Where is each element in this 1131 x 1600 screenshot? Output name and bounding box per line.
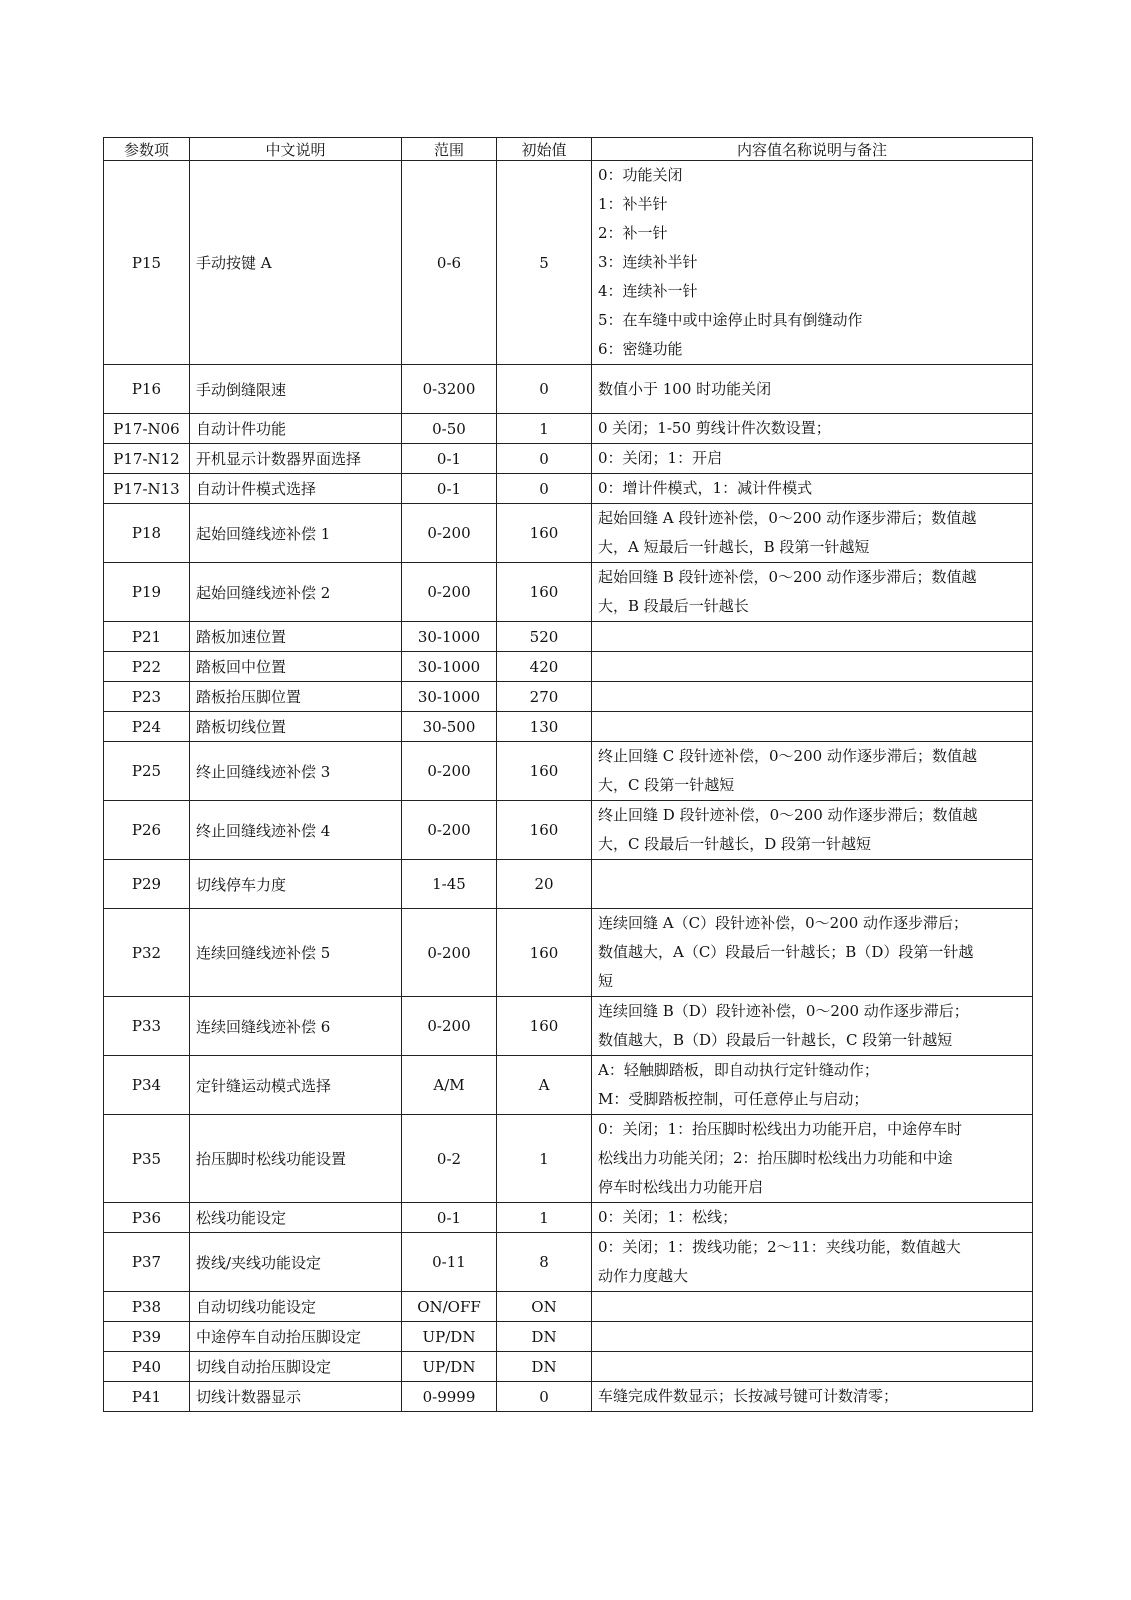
table-row xyxy=(104,1322,1033,1352)
param-name-cell: 起始回缝线迹补偿 2 xyxy=(190,563,402,622)
description-line: 松线出力功能关闭；2：抬压脚时松线出力功能和中途 xyxy=(598,1149,953,1167)
param-description-cell xyxy=(592,909,1033,997)
param-default-cell: A xyxy=(497,1056,592,1115)
parameter-table xyxy=(103,137,1033,1412)
table-row xyxy=(104,801,1033,860)
param-name-cell: 踏板抬压脚位置 xyxy=(190,682,402,712)
table-row xyxy=(104,1233,1033,1292)
param-description-cell xyxy=(592,712,1033,742)
param-name-cell: 开机显示计数器界面选择 xyxy=(190,444,402,474)
param-range-cell: 30-500 xyxy=(402,712,497,742)
description-line: 大，A 短最后一针越长，B 段第一针越短 xyxy=(598,538,870,556)
table-row xyxy=(104,622,1033,652)
table-header-row xyxy=(104,138,1033,161)
description-line: 数值越大，B（D）段最后一针越长，C 段第一针越短 xyxy=(598,1031,953,1049)
param-code-cell: P17-N12 xyxy=(104,444,190,474)
table-row xyxy=(104,1292,1033,1322)
description-line: 大，C 段最后一针越长，D 段第一针越短 xyxy=(598,835,872,853)
description-line: 连续回缝 A（C）段针迹补偿，0～200 动作逐步滞后； xyxy=(598,914,969,932)
param-default-cell: 1 xyxy=(497,414,592,444)
table-row xyxy=(104,742,1033,801)
param-description-cell xyxy=(592,1115,1033,1203)
description-line: 终止回缝 C 段针迹补偿，0～200 动作逐步滞后；数值越 xyxy=(598,747,977,765)
param-code-cell: P22 xyxy=(104,652,190,682)
param-name-cell: 抬压脚时松线功能设置 xyxy=(190,1115,402,1203)
param-description-cell xyxy=(592,801,1033,860)
param-default-cell: 160 xyxy=(497,563,592,622)
header-code: 参数项 xyxy=(104,138,190,161)
table-row xyxy=(104,997,1033,1056)
param-default-cell: 0 xyxy=(497,1382,592,1412)
param-code-cell: P16 xyxy=(104,365,190,414)
description-line: 0：关闭；1：抬压脚时松线出力功能开启，中途停车时 xyxy=(598,1120,963,1138)
param-default-cell: DN xyxy=(497,1352,592,1382)
param-name-cell: 终止回缝线迹补偿 4 xyxy=(190,801,402,860)
param-range-cell: UP/DN xyxy=(402,1352,497,1382)
param-range-cell: 0-200 xyxy=(402,742,497,801)
param-code-cell: P40 xyxy=(104,1352,190,1382)
param-default-cell: 20 xyxy=(497,860,592,909)
description-line: 0：关闭；1：拨线功能；2～11：夹线功能，数值越大 xyxy=(598,1238,961,1256)
table-row xyxy=(104,909,1033,997)
param-range-cell: 0-1 xyxy=(402,474,497,504)
param-range-cell: 0-3200 xyxy=(402,365,497,414)
param-code-cell: P41 xyxy=(104,1382,190,1412)
param-description-cell xyxy=(592,860,1033,909)
param-name-cell: 定针缝运动模式选择 xyxy=(190,1056,402,1115)
param-default-cell: 5 xyxy=(497,161,592,365)
table-row xyxy=(104,682,1033,712)
param-range-cell: A/M xyxy=(402,1056,497,1115)
description-line: 0：功能关闭 xyxy=(598,166,683,184)
description-line: A：轻触脚踏板，即自动执行定针缝动作； xyxy=(598,1061,879,1079)
param-name-cell: 手动倒缝限速 xyxy=(190,365,402,414)
param-description-cell xyxy=(592,1292,1033,1322)
table-row xyxy=(104,444,1033,474)
description-line: 6：密缝功能 xyxy=(598,340,683,358)
param-code-cell: P23 xyxy=(104,682,190,712)
param-name-cell: 起始回缝线迹补偿 1 xyxy=(190,504,402,563)
table-row xyxy=(104,860,1033,909)
param-range-cell: 30-1000 xyxy=(402,652,497,682)
param-code-cell: P19 xyxy=(104,563,190,622)
param-range-cell: 0-1 xyxy=(402,1203,497,1233)
param-code-cell: P24 xyxy=(104,712,190,742)
param-description-cell xyxy=(592,652,1033,682)
param-range-cell: 0-200 xyxy=(402,563,497,622)
description-line: 0：关闭；1：松线； xyxy=(598,1208,738,1226)
param-description-cell xyxy=(592,414,1033,444)
param-range-cell: 1-45 xyxy=(402,860,497,909)
param-code-cell: P21 xyxy=(104,622,190,652)
param-default-cell: 420 xyxy=(497,652,592,682)
param-code-cell: P29 xyxy=(104,860,190,909)
header-default: 初始值 xyxy=(497,138,592,161)
table-row xyxy=(104,1382,1033,1412)
param-range-cell: 0-1 xyxy=(402,444,497,474)
param-range-cell: 0-200 xyxy=(402,997,497,1056)
param-range-cell: 0-6 xyxy=(402,161,497,365)
param-default-cell: 160 xyxy=(497,801,592,860)
param-name-cell: 连续回缝线迹补偿 6 xyxy=(190,997,402,1056)
table-row xyxy=(104,474,1033,504)
header-name: 中文说明 xyxy=(190,138,402,161)
param-code-cell: P35 xyxy=(104,1115,190,1203)
param-name-cell: 踏板回中位置 xyxy=(190,652,402,682)
param-description-cell xyxy=(592,1233,1033,1292)
param-description-cell xyxy=(592,444,1033,474)
table-row xyxy=(104,1056,1033,1115)
param-code-cell: P39 xyxy=(104,1322,190,1352)
param-name-cell: 连续回缝线迹补偿 5 xyxy=(190,909,402,997)
description-line: 0：增计件模式，1：减计件模式 xyxy=(598,479,813,497)
param-name-cell: 自动切线功能设定 xyxy=(190,1292,402,1322)
description-line: 0 关闭；1-50 剪线计件次数设置； xyxy=(598,419,831,437)
param-default-cell: 270 xyxy=(497,682,592,712)
table-row xyxy=(104,1115,1033,1203)
param-default-cell: 1 xyxy=(497,1115,592,1203)
param-code-cell: P38 xyxy=(104,1292,190,1322)
description-line: M：受脚踏板控制，可任意停止与启动； xyxy=(598,1090,869,1108)
description-line: 起始回缝 B 段针迹补偿，0～200 动作逐步滞后；数值越 xyxy=(598,568,977,586)
param-name-cell: 自动计件模式选择 xyxy=(190,474,402,504)
table-row xyxy=(104,414,1033,444)
param-description-cell xyxy=(592,682,1033,712)
description-line: 连续回缝 B（D）段针迹补偿，0～200 动作逐步滞后； xyxy=(598,1002,969,1020)
param-description-cell xyxy=(592,1203,1033,1233)
description-line: 5：在车缝中或中途停止时具有倒缝动作 xyxy=(598,311,863,329)
header-range: 范围 xyxy=(402,138,497,161)
param-default-cell: 0 xyxy=(497,365,592,414)
param-range-cell: 30-1000 xyxy=(402,622,497,652)
param-range-cell: ON/OFF xyxy=(402,1292,497,1322)
description-line: 数值越大，A（C）段最后一针越长；B（D）段第一针越 xyxy=(598,943,974,961)
param-default-cell: 0 xyxy=(497,474,592,504)
param-description-cell xyxy=(592,504,1033,563)
param-name-cell: 切线计数器显示 xyxy=(190,1382,402,1412)
header-description: 内容值名称说明与备注 xyxy=(592,138,1033,161)
param-name-cell: 切线停车力度 xyxy=(190,860,402,909)
description-line: 1：补半针 xyxy=(598,195,668,213)
param-description-cell xyxy=(592,622,1033,652)
param-code-cell: P17-N06 xyxy=(104,414,190,444)
param-code-cell: P18 xyxy=(104,504,190,563)
param-description-cell xyxy=(592,1382,1033,1412)
param-description-cell xyxy=(592,1056,1033,1115)
param-range-cell: UP/DN xyxy=(402,1322,497,1352)
param-default-cell: 160 xyxy=(497,909,592,997)
param-code-cell: P34 xyxy=(104,1056,190,1115)
table-row xyxy=(104,652,1033,682)
param-description-cell xyxy=(592,1322,1033,1352)
table-body xyxy=(104,161,1033,1412)
description-line: 3：连续补半针 xyxy=(598,253,698,271)
table-row xyxy=(104,712,1033,742)
description-line: 车缝完成件数显示；长按减号键可计数清零； xyxy=(598,1387,899,1405)
param-default-cell: 130 xyxy=(497,712,592,742)
param-name-cell: 切线自动抬压脚设定 xyxy=(190,1352,402,1382)
param-name-cell: 终止回缝线迹补偿 3 xyxy=(190,742,402,801)
param-default-cell: 520 xyxy=(497,622,592,652)
param-description-cell xyxy=(592,365,1033,414)
param-default-cell: 1 xyxy=(497,1203,592,1233)
description-line: 起始回缝 A 段针迹补偿，0～200 动作逐步滞后；数值越 xyxy=(598,509,977,527)
param-description-cell xyxy=(592,742,1033,801)
table-row xyxy=(104,563,1033,622)
param-name-cell: 踏板切线位置 xyxy=(190,712,402,742)
param-default-cell: 160 xyxy=(497,742,592,801)
param-description-cell xyxy=(592,474,1033,504)
param-description-cell xyxy=(592,1352,1033,1382)
param-code-cell: P25 xyxy=(104,742,190,801)
description-line: 4：连续补一针 xyxy=(598,282,698,300)
param-range-cell: 0-200 xyxy=(402,801,497,860)
param-code-cell: P26 xyxy=(104,801,190,860)
param-name-cell: 踏板加速位置 xyxy=(190,622,402,652)
param-range-cell: 0-50 xyxy=(402,414,497,444)
description-line: 终止回缝 D 段针迹补偿，0～200 动作逐步滞后；数值越 xyxy=(598,806,978,824)
param-code-cell: P37 xyxy=(104,1233,190,1292)
param-default-cell: 160 xyxy=(497,504,592,563)
param-description-cell xyxy=(592,563,1033,622)
param-range-cell: 30-1000 xyxy=(402,682,497,712)
description-line: 大，C 段第一针越短 xyxy=(598,776,735,794)
param-default-cell: ON xyxy=(497,1292,592,1322)
param-name-cell: 拨线/夹线功能设定 xyxy=(190,1233,402,1292)
description-line: 停车时松线出力功能开启 xyxy=(598,1178,764,1196)
param-range-cell: 0-200 xyxy=(402,909,497,997)
table-row xyxy=(104,365,1033,414)
param-default-cell: DN xyxy=(497,1322,592,1352)
param-default-cell: 8 xyxy=(497,1233,592,1292)
param-code-cell: P33 xyxy=(104,997,190,1056)
param-code-cell: P15 xyxy=(104,161,190,365)
table-row xyxy=(104,1352,1033,1382)
param-default-cell: 0 xyxy=(497,444,592,474)
param-description-cell xyxy=(592,161,1033,365)
description-line: 2：补一针 xyxy=(598,224,668,242)
param-name-cell: 手动按键 A xyxy=(190,161,402,365)
param-name-cell: 中途停车自动抬压脚设定 xyxy=(190,1322,402,1352)
param-range-cell: 0-2 xyxy=(402,1115,497,1203)
description-line: 大，B 段最后一针越长 xyxy=(598,597,749,615)
param-range-cell: 0-11 xyxy=(402,1233,497,1292)
description-line: 数值小于 100 时功能关闭 xyxy=(598,379,772,398)
param-code-cell: P36 xyxy=(104,1203,190,1233)
param-range-cell: 0-200 xyxy=(402,504,497,563)
param-default-cell: 160 xyxy=(497,997,592,1056)
description-line: 动作力度越大 xyxy=(598,1267,689,1285)
table-row xyxy=(104,504,1033,563)
param-name-cell: 松线功能设定 xyxy=(190,1203,402,1233)
param-code-cell: P17-N13 xyxy=(104,474,190,504)
param-code-cell: P32 xyxy=(104,909,190,997)
description-line: 短 xyxy=(598,972,614,990)
description-line: 0：关闭；1：开启 xyxy=(598,449,723,467)
table-row xyxy=(104,1203,1033,1233)
param-description-cell xyxy=(592,997,1033,1056)
table-row xyxy=(104,161,1033,365)
param-name-cell: 自动计件功能 xyxy=(190,414,402,444)
param-range-cell: 0-9999 xyxy=(402,1382,497,1412)
